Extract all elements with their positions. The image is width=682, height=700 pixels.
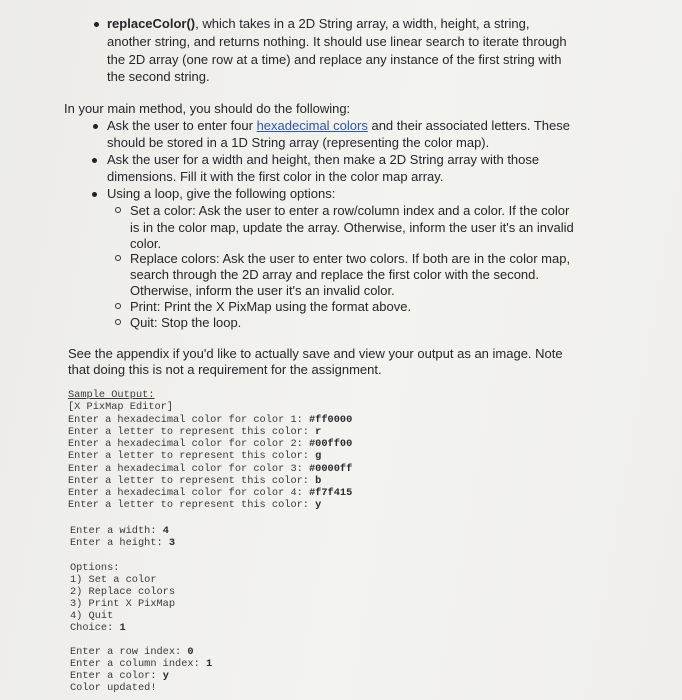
- sample-color: Enter a color: y: [70, 670, 169, 682]
- sample-menu-item-1: 1) Set a color: [70, 574, 157, 586]
- circle-bullet-icon: [115, 255, 121, 261]
- main-heading: In your main method, you should do the following:: [64, 101, 351, 116]
- bullet-icon: [92, 158, 97, 163]
- intro-line-2: another string, and returns nothing. It should use linear search to iterate through: [107, 34, 567, 49]
- sample-output-header: [X PixMap Editor]: [68, 401, 174, 413]
- option-1-line-2: is in the color map, update the array. Otherwise, inform the user it's an invalid: [130, 220, 574, 235]
- intro-line-1: replaceColor(), which takes in a 2D String array, a width, height, a string,: [107, 16, 530, 31]
- step-1-line-2: should be stored in a 1D String array (representing the color map).: [107, 135, 490, 150]
- sample-choice: Choice: 1: [70, 622, 126, 634]
- method-name: replaceColor(): [107, 16, 196, 31]
- option-2-line-2: search through the 2D array and replace the first color with the second.: [130, 267, 539, 282]
- appendix-line-2: that doing this is not a requirement for the assignment.: [68, 362, 382, 377]
- intro-line-3: the 2D array (one row at a time) and replace any instance of the first string with: [107, 52, 562, 67]
- sample-width: Enter a width: 4: [70, 525, 169, 537]
- hexadecimal-colors-link[interactable]: hexadecimal colors: [256, 118, 368, 133]
- sample-prompt-2: Enter a letter to represent this color: r: [68, 426, 322, 438]
- option-3-line-1: Print: Print the X PixMap using the format above.: [130, 299, 412, 314]
- sample-prompt-3: Enter a hexadecimal color for color 2: #00ff00: [68, 438, 353, 450]
- bullet-icon: [93, 124, 98, 129]
- sample-result: Color updated!: [70, 682, 157, 694]
- sample-row-index: Enter a row index: 0: [70, 646, 194, 658]
- bullet-icon: [94, 22, 99, 27]
- sample-menu-item-2: 2) Replace colors: [70, 586, 176, 598]
- step-2-line-2: dimensions. Fill it with the first color in the color map array.: [107, 169, 444, 184]
- sample-prompt-5: Enter a hexadecimal color for color 3: #0000ff: [68, 463, 353, 475]
- option-2-line-3: Otherwise, inform the user it's an invalid color.: [130, 283, 395, 298]
- circle-bullet-icon: [115, 319, 121, 325]
- sample-prompt-8: Enter a letter to represent this color: y: [68, 499, 322, 511]
- intro-line-4: the second string.: [107, 69, 210, 84]
- sample-column-index: Enter a column index: 1: [70, 658, 213, 670]
- circle-bullet-icon: [115, 303, 121, 309]
- option-2-line-1: Replace colors: Ask the user to enter two colors. If both are in the color map,: [130, 251, 571, 266]
- option-4-line-1: Quit: Stop the loop.: [130, 315, 242, 330]
- sample-menu-item-3: 3) Print X PixMap: [70, 598, 176, 610]
- option-1-line-1: Set a color: Ask the user to enter a row/column index and a color. If the color: [130, 203, 570, 218]
- sample-prompt-6: Enter a letter to represent this color: b: [68, 475, 322, 487]
- step-3-line-1: Using a loop, give the following options:: [107, 186, 336, 201]
- circle-bullet-icon: [115, 207, 121, 213]
- step-1-line-1: Ask the user to enter four hexadecimal colors and their associated letters. These: [107, 118, 570, 133]
- bullet-icon: [92, 192, 97, 197]
- sample-menu-item-4: 4) Quit: [70, 610, 114, 622]
- sample-menu-title: Options:: [70, 562, 120, 574]
- option-1-line-3: color.: [130, 236, 162, 251]
- sample-output-title: Sample Output:: [68, 389, 155, 401]
- sample-height: Enter a height: 3: [70, 537, 176, 549]
- sample-prompt-7: Enter a hexadecimal color for color 4: #f7f415: [68, 487, 353, 499]
- sample-prompt-1: Enter a hexadecimal color for color 1: #ff0000: [68, 414, 353, 426]
- step-2-line-1: Ask the user for a width and height, then make a 2D String array with those: [107, 152, 540, 167]
- sample-prompt-4: Enter a letter to represent this color: g: [68, 450, 322, 462]
- appendix-line-1: See the appendix if you'd like to actually save and view your output as an image. Note: [68, 346, 563, 361]
